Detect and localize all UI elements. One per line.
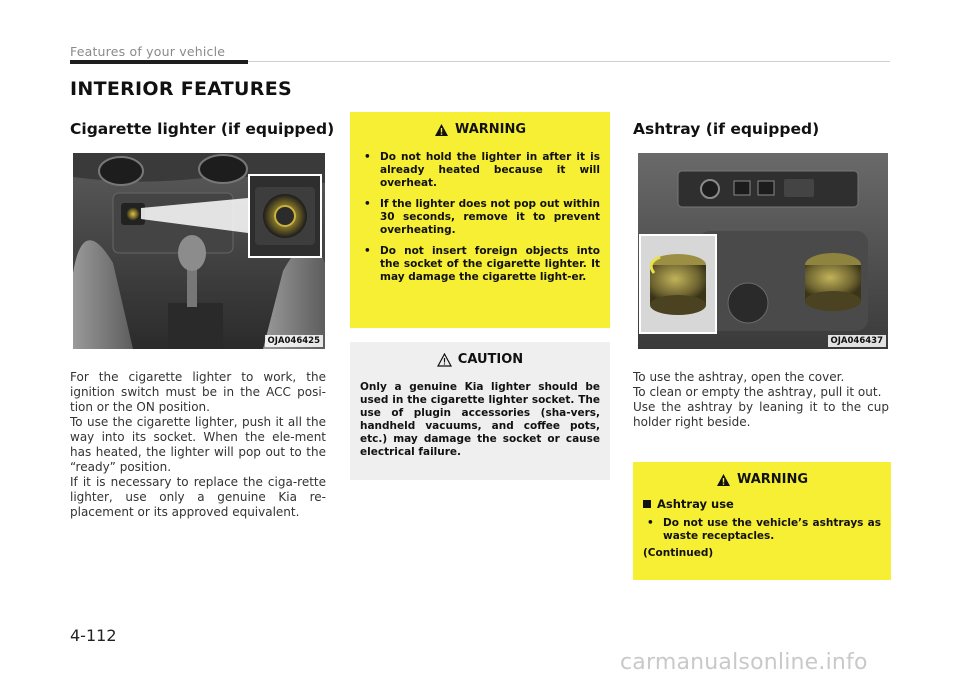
continued-note: (Continued) [643,547,714,559]
watermark: carmanualsonline.info [620,650,868,675]
cigarette-lighter-figure [73,153,325,349]
warning-title: WARNING [454,122,527,137]
ashtray-text [633,370,889,430]
ashtray-figure [638,153,888,349]
paragraph: To use the cigarette lighter, push it all the way into its socket. When the ele-ment has heated, the lighter will pop out to the “ready” position. [70,415,326,474]
warning-list [360,151,600,284]
warning-item: • Do not use the vehicle’s ashtrays as waste receptacles. [643,517,881,543]
paragraph: If it is necessary to replace the ciga-rette lighter, use only a genuine Kia re-placement or its approved equivalent. [70,475,326,519]
warning-item: • Do not insert foreign objects into the socket of the cigarette lighter. It may damage the cigarette light-er. [360,245,600,284]
figure-code: OJA046425 [265,335,323,347]
warning-subheading-text: Ashtray use [657,497,734,511]
warning-item: • Do not hold the lighter in after it is already heated because it will overheat. [360,151,600,190]
caution-box-lighter [350,342,610,480]
warning-triangle-icon [716,473,731,487]
warning-box-ashtray [633,462,891,580]
paragraph: To clean or empty the ashtray, pull it out. [633,385,882,399]
warning-header [350,122,610,137]
section-tab-label: Features of your vehicle [70,44,226,59]
warning-title: WARNING [736,472,809,487]
square-bullet-icon [643,500,651,508]
ashtray-illustration [638,153,888,349]
cigarette-lighter-heading: Cigarette lighter (if equipped) [70,120,335,138]
caution-text: Only a genuine Kia lighter should be used in the cigarette lighter socket. The use of plugin accessories (sha-vers, handheld vacuums, and coffee pots, etc.) may damage the socket or cause electrical failure. [360,381,600,458]
warning-list [643,517,881,543]
warning-box-lighter [350,112,610,328]
warning-header [633,472,891,487]
cigarette-lighter-illustration [73,153,325,349]
paragraph: Use the ashtray by leaning it to the cup holder right beside. [633,400,889,429]
header-divider [248,61,890,62]
figure-code: OJA046437 [828,335,886,347]
caution-header [350,352,610,367]
section-tab-bar [70,60,248,64]
page-number: 4-112 [70,626,117,645]
ashtray-heading: Ashtray (if equipped) [633,120,820,138]
paragraph: To use the ashtray, open the cover. [633,370,845,384]
warning-triangle-icon [434,123,449,137]
paragraph: For the cigarette lighter to work, the ignition switch must be in the ACC posi-tion or the ON position. [70,370,326,414]
warning-item: • If the lighter does not pop out within 30 seconds, remove it to prevent overheating. [360,198,600,237]
caution-title: CAUTION [457,352,524,367]
cigarette-lighter-text [70,370,326,520]
warning-subheading [643,497,881,511]
page-title: INTERIOR FEATURES [70,78,292,100]
caution-triangle-icon [437,353,452,367]
